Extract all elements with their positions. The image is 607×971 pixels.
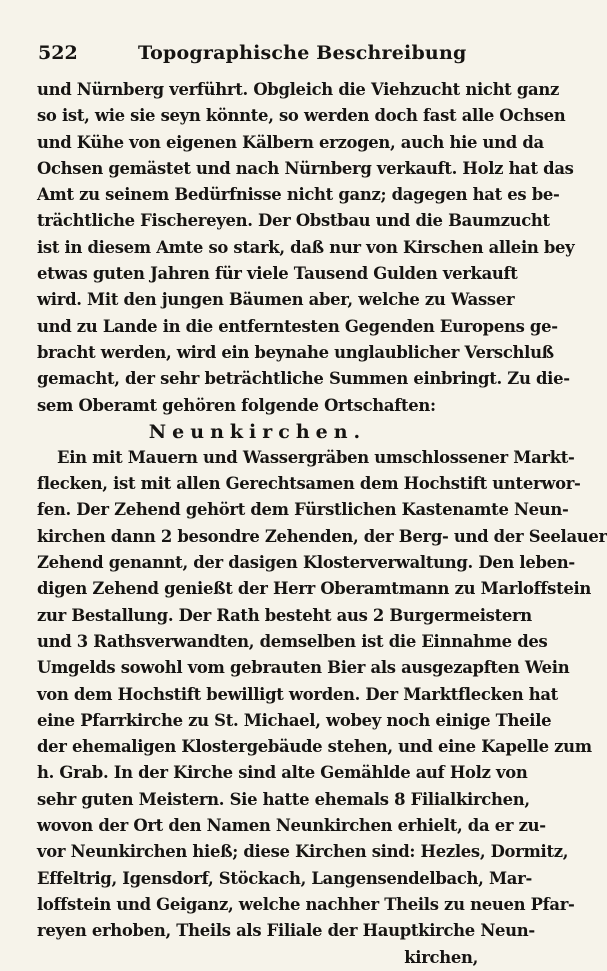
text-line: von dem Hochstift bewilligt worden. Der Marktflecken hat (37, 684, 558, 704)
body-text (37, 77, 607, 971)
paragraph-2 (37, 445, 607, 945)
catchword: kirchen, (404, 947, 478, 967)
text-line: sem Oberamt gehören folgende Ortschaften: (37, 395, 436, 415)
paragraph-1 (37, 77, 575, 419)
text-line: Umgelds sowohl vom gebrauten Bier als ausgezapften Wein (37, 658, 570, 678)
text-line: kirchen dann 2 besondre Zehenden, der Berg- und der Seelauer (37, 526, 607, 546)
text-line: h. Grab. In der Kirche sind alte Gemählde auf Holz von (37, 763, 528, 783)
text-line: so ist, wie sie seyn könnte, so werden doch fast alle Ochsen (37, 106, 566, 126)
text-line: und zu Lande in die entferntesten Gegenden Europens ge- (37, 316, 558, 336)
text-line: zur Bestallung. Der Rath besteht aus 2 Burgermeistern (37, 605, 532, 625)
text-line: gemacht, der sehr beträchtliche Summen einbringt. Zu die- (37, 369, 570, 389)
text-line: Zehend genannt, der dasigen Klosterverwaltung. Den leben- (37, 553, 575, 573)
text-line: etwas guten Jahren für viele Tausend Gulden verkauft (37, 264, 518, 284)
text-line: flecken, ist mit allen Gerechtsamen dem Hochstift unterwor- (37, 474, 581, 494)
text-line: und Kühe von eigenen Kälbern erzogen, auch hie und da (37, 132, 544, 152)
page-number: 522 (38, 42, 78, 64)
text-line: wovon der Ort den Namen Neunkirchen erhielt, da er zu- (37, 816, 546, 836)
text-line: Ochsen gemästet und nach Nürnberg verkauft. Holz hat das (37, 158, 574, 178)
section-heading: Neunkirchen. (148, 420, 367, 443)
text-line: der ehemaligen Klostergebäude stehen, und eine Kapelle zum (37, 737, 592, 757)
text-line: reyen erhoben, Theils als Filiale der Hauptkirche Neun- (37, 921, 535, 941)
text-line: ist in diesem Amte so stark, daß nur von Kirschen allein bey (37, 237, 575, 257)
text-line: vor Neunkirchen hieß; diese Kirchen sind: Hezles, Dormitz, (37, 842, 569, 862)
text-line: loffstein und Geiganz, welche nachher Theils zu neuen Pfar- (37, 894, 575, 914)
text-line: digen Zehend genießt der Herr Oberamtmann zu Marloffstein (37, 579, 592, 599)
text-line: Amt zu seinem Bedürfnisse nicht ganz; dagegen hat es be- (37, 185, 560, 205)
text-line: fen. Der Zehend gehört dem Fürstlichen Kastenamte Neun- (37, 500, 569, 520)
page-header (30, 38, 484, 68)
text-line: und Nürnberg verführt. Obgleich die Viehzucht nicht ganz (37, 80, 559, 99)
text-line: Ein mit Mauern und Wassergräben umschlossener Markt- (57, 447, 575, 467)
text-line: trächtliche Fischereyen. Der Obstbau und die Baumzucht (37, 211, 550, 231)
text-line: eine Pfarrkirche zu St. Michael, wobey noch einige Theile (37, 710, 552, 730)
text-line: sehr guten Meistern. Sie hatte ehemals 8 Filialkirchen, (37, 789, 530, 809)
text-line: Effeltrig, Igensdorf, Stöckach, Langensendelbach, Mar- (37, 868, 532, 888)
text-line: und 3 Rathsverwandten, demselben ist die Einnahme des (37, 631, 548, 651)
text-line: wird. Mit den jungen Bäumen aber, welche zu Wasser (37, 290, 515, 310)
running-title: Topographische Beschreibung (138, 42, 467, 64)
text-line: bracht werden, wird ein beynahe unglaublicher Verschluß (37, 342, 554, 362)
